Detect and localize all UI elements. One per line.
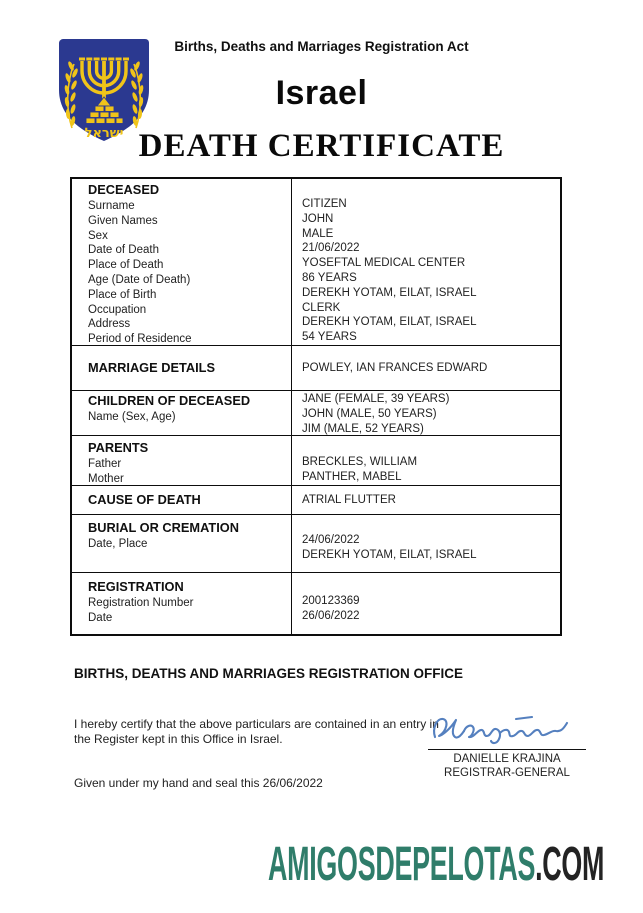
section-title: REGISTRATION xyxy=(88,579,184,594)
watermark-site: AMIGOSDEPELOTAS xyxy=(268,838,536,891)
field-value: JIM (MALE, 52 YEARS) xyxy=(302,422,424,435)
watermark-tld: .COM xyxy=(535,838,605,891)
field-label: Mother xyxy=(88,472,124,485)
emblem-hebrew-text: ישראל xyxy=(84,126,124,141)
signature-line xyxy=(428,749,586,750)
field-value: ATRIAL FLUTTER xyxy=(302,493,396,506)
field-label: Date of Death xyxy=(88,244,159,257)
registrar-block xyxy=(418,753,596,780)
field-value: CLERK xyxy=(302,301,341,314)
field-label: Sex xyxy=(88,229,108,242)
watermark xyxy=(268,838,605,891)
section-title: MARRIAGE DETAILS xyxy=(88,360,216,375)
field-label: Age (Date of Death) xyxy=(88,273,191,286)
field-label: Father xyxy=(88,458,122,470)
field-label: Place of Death xyxy=(88,259,164,272)
country-title: Israel xyxy=(275,74,368,112)
field-label: Address xyxy=(88,318,131,331)
field-label: Period of Residence xyxy=(88,333,192,345)
field-value: PANTHER, MABEL xyxy=(302,470,402,483)
section-children xyxy=(72,390,560,435)
field-label: Place of Birth xyxy=(88,288,157,301)
field-value: CITIZEN xyxy=(302,198,347,210)
field-value: POWLEY, IAN FRANCES EDWARD xyxy=(302,361,488,374)
act-title: Births, Deaths and Marriages Registration Act xyxy=(174,39,469,54)
section-title: CHILDREN OF DECEASED xyxy=(88,393,251,408)
section-title: PARENTS xyxy=(88,440,149,455)
section-burial xyxy=(72,514,560,572)
field-value: JOHN (MALE, 50 YEARS) xyxy=(302,407,437,420)
field-value: 26/06/2022 xyxy=(302,609,360,622)
field-label: Given Names xyxy=(88,214,158,227)
field-value: JOHN xyxy=(302,212,334,225)
section-title: BURIAL OR CREMATION xyxy=(88,520,239,535)
field-value: 200123369 xyxy=(302,595,360,607)
office-heading: BIRTHS, DEATHS AND MARRIAGES REGISTRATION OFFICE xyxy=(74,666,464,681)
registrar-name: DANIELLE KRAJINA xyxy=(453,753,561,765)
field-value: DEREKH YOTAM, EILAT, ISRAEL xyxy=(302,286,477,299)
document-title: DEATH CERTIFICATE xyxy=(138,128,505,164)
field-value: DEREKH YOTAM, EILAT, ISRAEL xyxy=(302,548,477,561)
section-title: DECEASED xyxy=(88,182,160,197)
signature-handwriting-icon xyxy=(430,711,582,749)
field-value: 86 YEARS xyxy=(302,271,357,284)
field-value: 21/06/2022 xyxy=(302,242,360,255)
field-value: 54 YEARS xyxy=(302,331,357,344)
field-value: DEREKH YOTAM, EILAT, ISRAEL xyxy=(302,316,477,329)
field-label: Occupation xyxy=(88,303,147,316)
field-value: JANE (FEMALE, 39 YEARS) xyxy=(302,393,450,405)
section-title: CAUSE OF DEATH xyxy=(88,492,201,507)
field-label: Name (Sex, Age) xyxy=(88,411,176,423)
field-value: BRECKLES, WILLIAM xyxy=(302,456,418,468)
field-label: Surname xyxy=(88,200,135,212)
field-label: Registration Number xyxy=(88,597,194,609)
field-label: Date, Place xyxy=(88,538,148,550)
section-deceased xyxy=(72,179,560,345)
section-registration xyxy=(72,572,560,634)
field-value: MALE xyxy=(302,227,334,240)
registrar-title: REGISTRAR-GENERAL xyxy=(444,766,570,779)
section-parents xyxy=(72,435,560,485)
field-label: Date xyxy=(88,611,113,624)
field-value: 24/06/2022 xyxy=(302,534,360,546)
certificate-table xyxy=(70,177,562,636)
given-under-seal-text: Given under my hand and seal this 26/06/2022 xyxy=(74,776,323,790)
section-marriage-details xyxy=(72,345,560,390)
section-cause-of-death xyxy=(72,485,560,514)
field-value: YOSEFTAL MEDICAL CENTER xyxy=(302,257,466,270)
certification-text: I hereby certify that the above particulars are contained in an entry in the Register kept in this Office in Israel. xyxy=(74,717,439,746)
